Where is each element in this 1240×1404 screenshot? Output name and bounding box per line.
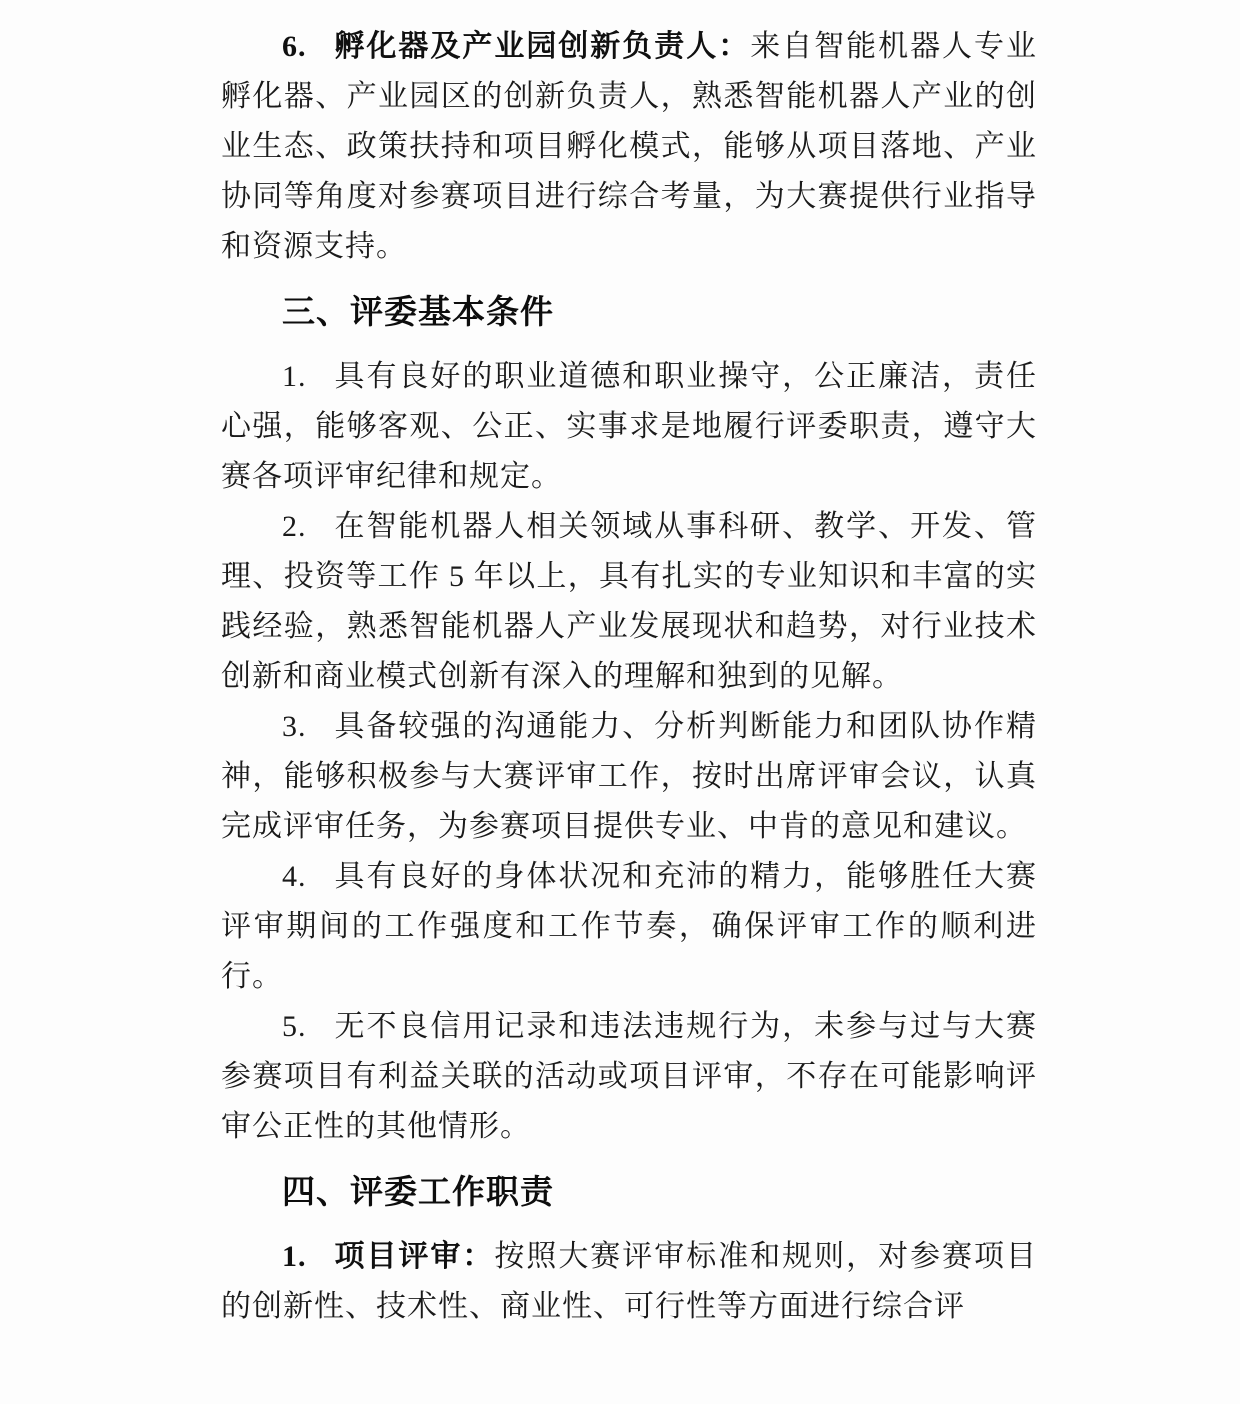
paragraph-bold-lead: 孵化器及产业园创新负责人： bbox=[333, 30, 751, 63]
condition-item-5 bbox=[221, 1002, 1037, 1152]
item-number: 5. bbox=[282, 1010, 307, 1043]
item-number: 6. bbox=[282, 30, 307, 63]
paragraph-text: 具有良好的身体状况和充沛的精力，能够胜任大赛评审期间的工作强度和工作节奏，确保评审工作的顺利进行。 bbox=[221, 860, 1037, 993]
paragraph-text: 按照大赛评审标准和规则，对参赛项目的创新性、技术性、商业性、可行性等方面进行综合评 bbox=[221, 1240, 1038, 1323]
item-number: 4. bbox=[282, 860, 307, 893]
section-heading-judge-basic-conditions: 三、评委基本条件 bbox=[282, 293, 554, 330]
item-number: 1. bbox=[282, 1240, 307, 1273]
paragraph-incubator-leader bbox=[221, 22, 1037, 272]
condition-item-3 bbox=[221, 702, 1037, 852]
condition-item-4 bbox=[221, 852, 1037, 1002]
paragraph-bold-lead: 项目评审： bbox=[333, 1240, 495, 1273]
item-number: 1. bbox=[282, 360, 307, 393]
section-heading-judge-duties: 四、评委工作职责 bbox=[282, 1173, 554, 1210]
condition-item-2 bbox=[221, 502, 1037, 702]
condition-item-1 bbox=[221, 352, 1037, 502]
duty-item-1 bbox=[221, 1232, 1037, 1332]
paragraph-text: 具备较强的沟通能力、分析判断能力和团队协作精神，能够积极参与大赛评审工作，按时出席评审会议，认真完成评审任务，为参赛项目提供专业、中肯的意见和建议。 bbox=[221, 710, 1037, 843]
item-number: 2. bbox=[282, 510, 307, 543]
paragraph-text: 来自智能机器人专业孵化器、产业园区的创新负责人，熟悉智能机器人产业的创业生态、政策扶持和项目孵化模式，能够从项目落地、产业协同等角度对参赛项目进行综合考量，为大赛提供行业指导和资源支持。 bbox=[221, 30, 1038, 263]
paragraph-text: 无不良信用记录和违法违规行为，未参与过与大赛参赛项目有利益关联的活动或项目评审，不存在可能影响评审公正性的其他情形。 bbox=[221, 1010, 1037, 1143]
item-number: 3. bbox=[282, 710, 307, 743]
paragraph-text: 具有良好的职业道德和职业操守，公正廉洁，责任心强，能够客观、公正、实事求是地履行评委职责，遵守大赛各项评审纪律和规定。 bbox=[221, 360, 1037, 493]
paragraph-text: 在智能机器人相关领域从事科研、教学、开发、管理、投资等工作 5 年以上，具有扎实的专业知识和丰富的实践经验，熟悉智能机器人产业发展现状和趋势，对行业技术创新和商业模式创新有深入的理解和独到的见解。 bbox=[221, 510, 1037, 693]
